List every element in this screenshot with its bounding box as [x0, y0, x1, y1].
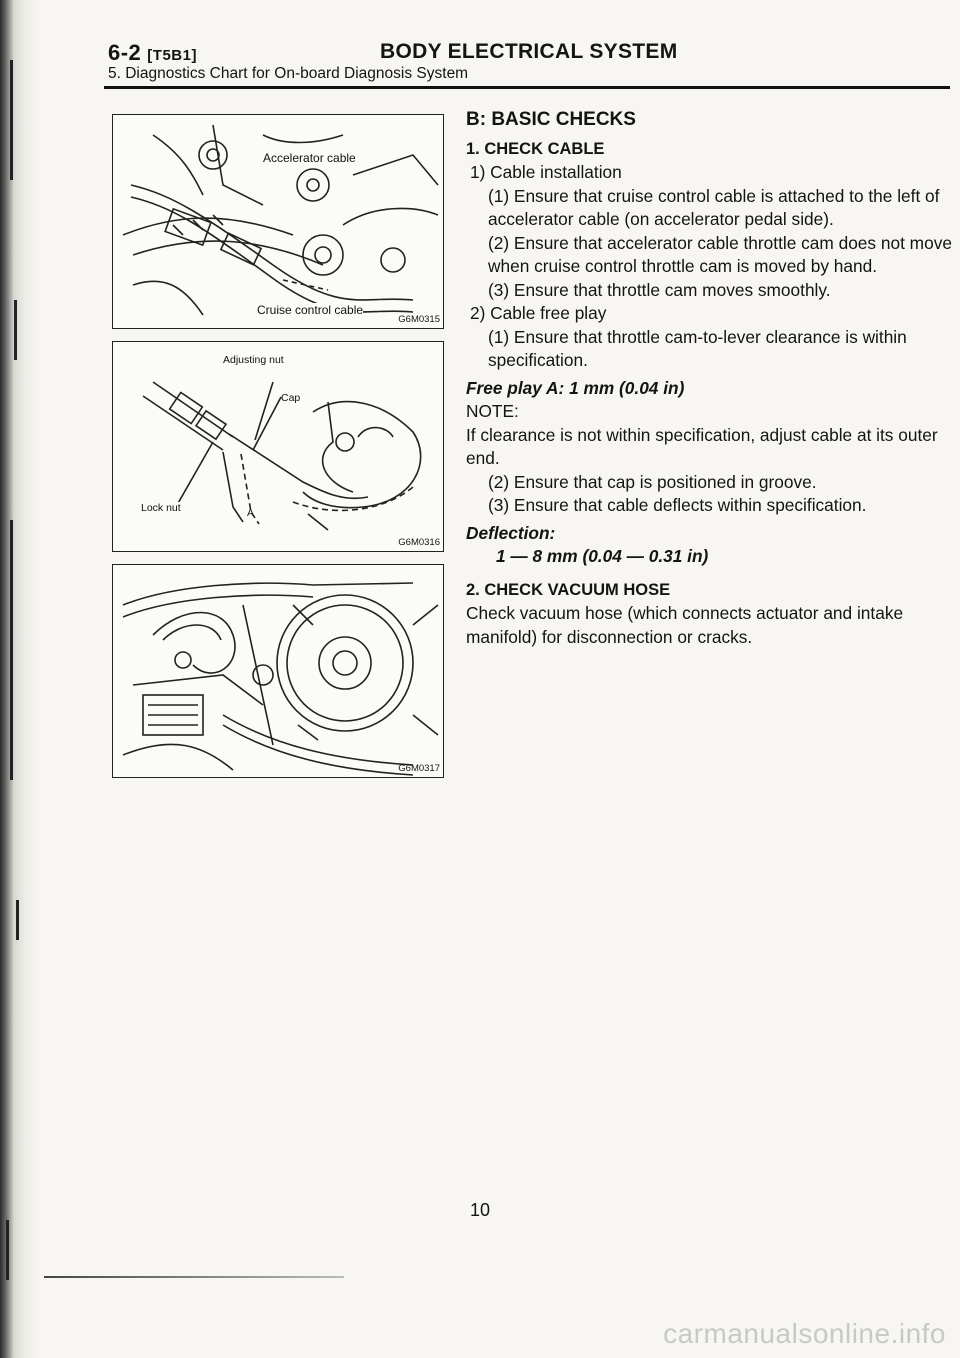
step-cap-groove: (2) Ensure that cap is positioned in groove.	[488, 471, 817, 492]
label-adjusting-nut: Adjusting nut	[223, 354, 284, 366]
step-clearance: (1) Ensure that throttle cam-to-lever clearance is within specification.	[488, 326, 907, 370]
label-free-play-a: A	[247, 507, 255, 519]
step-attach-cable: (1) Ensure that cruise control cable is attached to the left of accelerator cable (on accelerator pedal side).	[488, 185, 940, 229]
step-throttle-cam: (2) Ensure that accelerator cable throttle cam does not move when cruise control throttle cam is moved by hand.	[488, 232, 952, 276]
figure-cable-layout	[112, 114, 444, 329]
step-cam-smooth: (3) Ensure that throttle cam moves smoothly.	[488, 279, 831, 300]
note-label: NOTE:	[466, 401, 519, 421]
label-cruise-control-cable: Cruise control cable	[257, 303, 364, 317]
basic-checks-text	[466, 108, 956, 649]
figure-code: G6M0317	[398, 763, 440, 774]
step-cable-installation: 1) Cable installation	[470, 162, 622, 182]
section-id: 6-2	[108, 40, 142, 65]
heading-basic-checks: B: BASIC CHECKS	[466, 109, 636, 130]
step-free-play: 2) Cable free play	[470, 303, 607, 323]
figure-cable-drawing	[113, 115, 443, 328]
header-rule	[104, 86, 950, 89]
label-lock-nut: Lock nut	[141, 502, 181, 514]
spec-deflection-label: Deflection:	[466, 522, 556, 543]
figure-vacuum-hose	[112, 564, 444, 778]
page-number: 10	[469, 1200, 491, 1220]
watermark: carmanualsonline.info	[663, 1318, 946, 1349]
figure-free-play-drawing	[113, 342, 443, 551]
heading-check-vacuum-hose: 2. CHECK VACUUM HOSE	[466, 580, 671, 599]
step-vacuum-hose: Check vacuum hose (which connects actuator and intake manifold) for disconnection or cracks.	[466, 603, 904, 647]
section-code: [T5B1]	[147, 47, 197, 64]
note-text: If clearance is not within specification, adjust cable at its outer end.	[466, 424, 938, 468]
figure-free-play	[112, 341, 444, 552]
bottom-rule	[44, 1276, 344, 1278]
section-number	[108, 40, 197, 66]
spec-free-play: Free play A: 1 mm (0.04 in)	[466, 377, 685, 398]
label-accelerator-cable: Accelerator cable	[263, 151, 356, 165]
figure-code: G6M0316	[398, 537, 440, 548]
step-cable-deflects: (3) Ensure that cable deflects within specification.	[488, 495, 867, 515]
heading-check-cable: 1. CHECK CABLE	[466, 139, 605, 158]
figure-vacuum-hose-drawing	[113, 565, 443, 777]
figure-code: G6M0315	[398, 314, 440, 325]
spec-deflection-value: 1 — 8 mm (0.04 — 0.31 in)	[496, 546, 709, 566]
page-title: BODY ELECTRICAL SYSTEM	[380, 40, 678, 63]
page-subtitle: 5. Diagnostics Chart for On-board Diagnosis System	[108, 65, 469, 82]
label-cap: Cap	[281, 392, 301, 404]
page-binding-edge	[0, 0, 40, 1358]
page-header	[108, 38, 948, 92]
